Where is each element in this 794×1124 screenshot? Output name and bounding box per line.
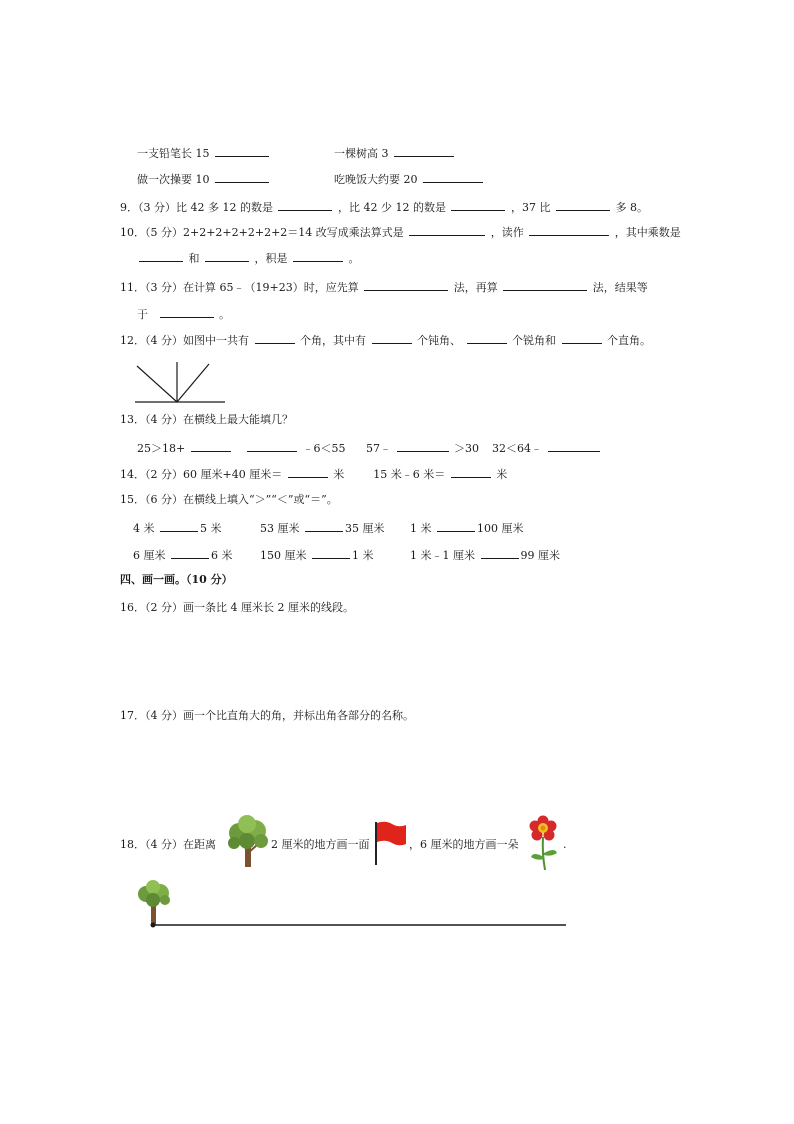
q9-prefix: 9．（3 分）比 42 多 12 的数是 [120, 201, 273, 214]
q9-blank-1[interactable] [278, 199, 332, 211]
q12-p1: 个角，其中有 [300, 334, 366, 347]
q13-e3a: 57﹣ [366, 442, 391, 455]
q15-r1c3-blank[interactable] [437, 520, 475, 532]
q15-r1c2-blank[interactable] [305, 520, 343, 532]
q15-r1c2-left: 53 厘米 [260, 522, 300, 535]
q15-r2c1-left: 6 厘米 [133, 549, 166, 562]
exercise-text: 做一次操要 10 [137, 173, 210, 186]
tree-text: 一棵树高 3 [334, 147, 389, 160]
section-4-heading: 四、画一画。（10 分） [120, 573, 233, 586]
q13-blank-3[interactable] [397, 440, 449, 452]
q15-r2-c3 [410, 547, 560, 563]
tree-blank[interactable] [394, 145, 454, 157]
q13-blank-1[interactable] [191, 440, 231, 452]
question-11-line1 [120, 279, 648, 295]
exercise-blank[interactable] [215, 171, 269, 183]
q12-blank-3[interactable] [467, 332, 507, 344]
q12-end: 个直角。 [607, 334, 651, 347]
q14-mid: 15 米﹣6 米＝ [373, 468, 446, 481]
q13-blank-4[interactable] [548, 440, 600, 452]
dinner-question [334, 171, 485, 187]
q10-prefix: 10．（5 分）2+2+2+2+2+2+2＝14 改写成乘法算式是 [120, 226, 404, 239]
pencil-text: 一支铅笔长 15 [137, 147, 210, 160]
q10-end: ，其中乘数是 [614, 226, 681, 239]
q15-r1c1-right: 5 米 [200, 522, 222, 535]
tree-question [334, 145, 456, 161]
q13-expr-3 [366, 440, 479, 456]
question-9 [120, 199, 648, 215]
q13-title: 13．（4 分）在横线上最大能填几？ [120, 413, 293, 426]
q12-blank-4[interactable] [562, 332, 602, 344]
q15-r2c2-left: 150 厘米 [260, 549, 307, 562]
tree-icon [225, 815, 271, 869]
pencil-blank[interactable] [215, 145, 269, 157]
question-12 [120, 332, 651, 348]
q12-blank-2[interactable] [372, 332, 412, 344]
q15-title: 15．（6 分）在横线上填入“＞”“＜”或“＝”。 [120, 493, 338, 506]
flower-icon [525, 815, 561, 871]
q15-r1-c1 [133, 520, 222, 536]
q15-r1-c3 [410, 520, 524, 536]
question-10-line2 [137, 250, 360, 266]
q14-unit1: 米 [333, 468, 345, 481]
q15-r1c2-right: 35 厘米 [345, 522, 385, 535]
q11-mid: 法，再算 [453, 281, 498, 294]
q11-blank-3[interactable] [160, 306, 214, 318]
q9-blank-3[interactable] [556, 199, 610, 211]
q15-r1c3-right: 100 厘米 [477, 522, 524, 535]
flag-icon [374, 820, 408, 866]
q13-e3b: ＞30 [454, 442, 479, 455]
q13-expr-1 [137, 440, 233, 456]
question-14 [120, 466, 507, 482]
q14-prefix: 14．（2 分）60 厘米+40 厘米＝ [120, 468, 283, 481]
q15-r1-c2 [260, 520, 385, 536]
q12-blank-1[interactable] [255, 332, 295, 344]
dinner-text: 吃晚饭大约要 20 [334, 173, 418, 186]
q11-end: 法，结果等 [592, 281, 648, 294]
q13-e4: 32＜64﹣ [492, 442, 542, 455]
q18-mid2: ，6 厘米的地方画一朵 [409, 838, 519, 851]
q10-product: ，积是 [254, 252, 288, 265]
q10-blank-5[interactable] [293, 250, 343, 262]
q14-blank-1[interactable] [288, 466, 328, 478]
q12-prefix: 12．（4 分）如图中一共有 [120, 334, 249, 347]
q15-r2c2-blank[interactable] [312, 547, 350, 559]
q10-mid: ，读作 [490, 226, 524, 239]
q10-blank-1[interactable] [409, 224, 485, 236]
q13-expr-4 [492, 440, 602, 456]
question-10-line1 [120, 224, 681, 240]
q13-e1: 25＞18+ [137, 442, 186, 455]
q11-prefix: 11．（3 分）在计算 65﹣（19+23）时，应先算 [120, 281, 359, 294]
q18-mid1: 2 厘米的地方画一面 [271, 838, 370, 851]
angle-figure [135, 360, 227, 404]
q15-r2-c1 [133, 547, 233, 563]
q13-blank-2[interactable] [247, 440, 297, 452]
q12-p2: 个钝角、 [417, 334, 461, 347]
angle-ray-left [137, 366, 177, 402]
question-11-line2 [137, 306, 230, 322]
q9-mid1: ，比 42 少 12 的数是 [337, 201, 446, 214]
q12-p3: 个锐角和 [512, 334, 556, 347]
exercise-question [137, 171, 271, 187]
q11-line2-prefix: 于 [137, 308, 148, 321]
question-17: 17．（4 分）画一个比直角大的角，并标出角各部分的名称。 [120, 709, 414, 722]
q15-r2c3-right: 99 厘米 [520, 549, 560, 562]
q11-blank-2[interactable] [503, 279, 587, 291]
q15-r2c1-blank[interactable] [171, 547, 209, 559]
pencil-question [137, 145, 271, 161]
q10-line2-end: 。 [348, 252, 360, 265]
drawing-baseline[interactable] [150, 920, 568, 930]
q9-blank-2[interactable] [451, 199, 505, 211]
q18-end: . [563, 838, 567, 851]
q10-blank-2[interactable] [529, 224, 609, 236]
q10-and: 和 [188, 252, 200, 265]
angle-ray-right [177, 364, 209, 402]
dinner-blank[interactable] [423, 171, 483, 183]
q15-r2c3-left: 1 米﹣1 厘米 [410, 549, 475, 562]
q15-r1c3-left: 1 米 [410, 522, 432, 535]
q15-r1c1-left: 4 米 [133, 522, 155, 535]
q9-mid2: ，37 比 [510, 201, 551, 214]
q14-blank-2[interactable] [451, 466, 491, 478]
q13-e2: ﹣6＜55 [302, 442, 346, 455]
q11-line2-end: 。 [219, 308, 230, 321]
q14-unit2: 米 [496, 468, 508, 481]
q15-r2c3-blank[interactable] [481, 547, 519, 559]
q11-blank-1[interactable] [364, 279, 448, 291]
q10-blank-4[interactable] [205, 250, 249, 262]
q15-r1c1-blank[interactable] [160, 520, 198, 532]
q9-end: 多 8。 [615, 201, 648, 214]
q15-r2c1-right: 6 米 [211, 549, 233, 562]
question-16: 16．（2 分）画一条比 4 厘米长 2 厘米的线段。 [120, 601, 354, 614]
q18-prefix: 18．（4 分）在距离 [120, 838, 216, 851]
q13-expr-2 [245, 440, 346, 456]
q15-r2-c2 [260, 547, 374, 563]
q15-r2c2-right: 1 米 [352, 549, 374, 562]
q10-blank-3[interactable] [139, 250, 183, 262]
